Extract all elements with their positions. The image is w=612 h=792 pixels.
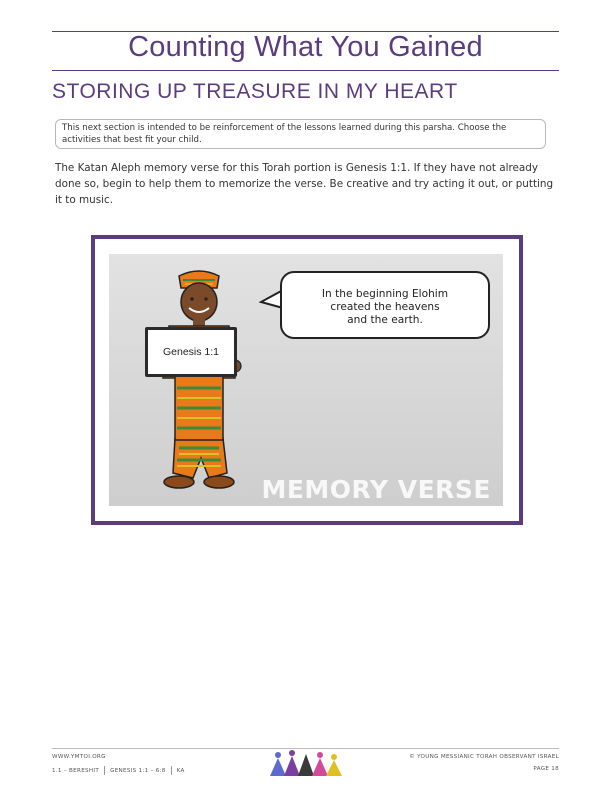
verse-line-2: created the heavens bbox=[330, 301, 440, 313]
footer-lesson-info bbox=[52, 766, 185, 775]
lesson-label: 1.1 – BERESHIT bbox=[52, 768, 100, 774]
page-title: Counting What You Gained bbox=[128, 31, 483, 63]
section-heading: STORING UP TREASURE IN MY HEART bbox=[52, 80, 458, 103]
title-rule bbox=[52, 70, 559, 71]
children-logo-icon bbox=[268, 750, 348, 780]
memory-verse-illustration bbox=[109, 254, 503, 506]
memory-verse-watermark: MEMORY VERSE bbox=[261, 475, 491, 504]
level-label: KA bbox=[176, 768, 185, 774]
instruction-note: This next section is intended to be reinforcement of the lessons learned during this parsha. Choose the activities that best fit your child. bbox=[55, 119, 546, 149]
genesis-sign bbox=[145, 327, 237, 377]
intro-paragraph: The Katan Aleph memory verse for this Torah portion is Genesis 1:1. If they have not already done so, begin to help them to memorize the verse. Be creative and try acting it out, or putting it to music. bbox=[55, 162, 554, 206]
footer-website bbox=[52, 754, 106, 760]
child-figure-icon bbox=[139, 268, 259, 503]
footer-copyright: © YOUNG MESSIANIC TORAH OBSERVANT ISRAEL bbox=[409, 754, 559, 760]
verse-line-1: In the beginning Elohim bbox=[321, 288, 449, 300]
footer-rule bbox=[52, 748, 559, 749]
verse-line-3: and the earth. bbox=[347, 314, 423, 326]
reference-label: GENESIS 1:1 – 6:8 bbox=[110, 768, 166, 774]
sign-text: Genesis 1:1 bbox=[148, 330, 234, 374]
website-link[interactable]: WWW.YMTOI.ORG bbox=[52, 754, 106, 760]
speech-bubble bbox=[280, 271, 490, 339]
page-number: PAGE 18 bbox=[533, 766, 559, 772]
